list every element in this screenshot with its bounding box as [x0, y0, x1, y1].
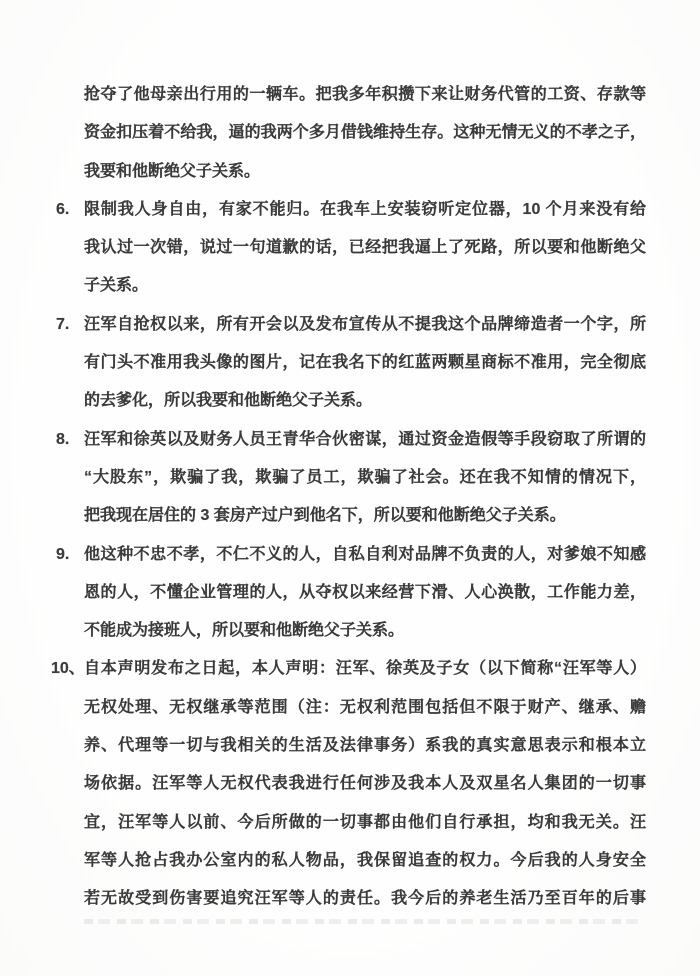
- statement-item-8: [56, 421, 646, 536]
- text-line: 无权处理、无权继承等范围（注：无权利范围包括但不限于财产、继承、赡: [84, 698, 646, 716]
- statement-item-6: [56, 191, 646, 306]
- statement-text-block: [51, 76, 646, 919]
- statement-item-7: [56, 306, 646, 421]
- text-line: 恩的人，不懂企业管理的人，从夺权以来经营下滑、人心涣散，工作能力差，: [84, 583, 646, 601]
- statement-paragraph-5-continuation: [84, 76, 646, 191]
- text-line: 汪军自抢权以来，所有开会以及发布宣传从不提我这个品牌缔造者一个字，所: [84, 315, 646, 333]
- text-line: 场依据。汪军等人无权代表我进行任何涉及我本人及双星名人集团的一切事: [84, 775, 646, 793]
- statement-item-10: [51, 650, 646, 918]
- item-number: 7.: [56, 315, 70, 333]
- text-line: 养、代理等一切与我相关的生活及法律事务）系我的真实意思表示和根本立: [84, 737, 646, 755]
- text-line: 我认过一次错，说过一句道歉的话，已经把我逼上了死路，所以要和他断绝父: [84, 239, 646, 257]
- text-line: 若无故受到伤害要追究汪军等人的责任。我今后的养老生活乃至百年的后事: [84, 890, 646, 908]
- text-line: 限制我人身自由，有家不能归。在我车上安装窃听定位器，10 个月来没有给: [84, 200, 646, 218]
- text-line: 把我现在居住的 3 套房产过户到他名下，所以要和他断绝父子关系。: [84, 507, 566, 525]
- text-line: 有门头不准用我头像的图片，记在我名下的红蓝两颗星商标不准用，完全彻底: [84, 354, 646, 372]
- item-number: 10、: [51, 660, 85, 678]
- text-line: 不能成为接班人，所以要和他断绝父子关系。: [84, 622, 405, 640]
- text-line: 军等人抢占我办公室内的私人物品，我保留追查的权力。今后我的人身安全: [84, 851, 646, 869]
- text-line: 自本声明发布之日起，本人声明：汪军、徐英及子女（以下简称“汪军等人）: [84, 660, 646, 678]
- text-line: 宜，汪军等人以前、今后所做的一切事都由他们自行承担，均和我无关。汪: [84, 813, 646, 831]
- text-line: 资金扣压着不给我，逼的我两个多月借钱维持生存。这种无情无义的不孝之子，: [84, 124, 646, 142]
- text-line: 抢夺了他母亲出行用的一辆车。把我多年积攒下来让财务代管的工资、存款等: [84, 86, 646, 103]
- text-line: “大股东”，欺骗了我，欺骗了员工，欺骗了社会。还在我不知情的情况下，: [84, 468, 646, 486]
- text-line: 我要和他断绝父子关系。: [84, 162, 261, 180]
- text-line: 汪军和徐英以及财务人员王青华合伙密谋，通过资金造假等手段窃取了所谓的: [84, 430, 646, 448]
- item-number: 6.: [56, 200, 70, 218]
- item-number: 8.: [56, 430, 70, 448]
- text-line: 的去爹化，所以我要和他断绝父子关系。: [84, 392, 373, 410]
- item-number: 9.: [56, 545, 70, 563]
- text-line: 子关系。: [84, 277, 149, 295]
- cut-off-text-line-remnant: [84, 919, 644, 924]
- text-line: 他这种不忠不孝，不仁不义的人，自私自利对品牌不负责的人，对爹娘不知感: [84, 545, 646, 563]
- statement-item-9: [56, 536, 646, 651]
